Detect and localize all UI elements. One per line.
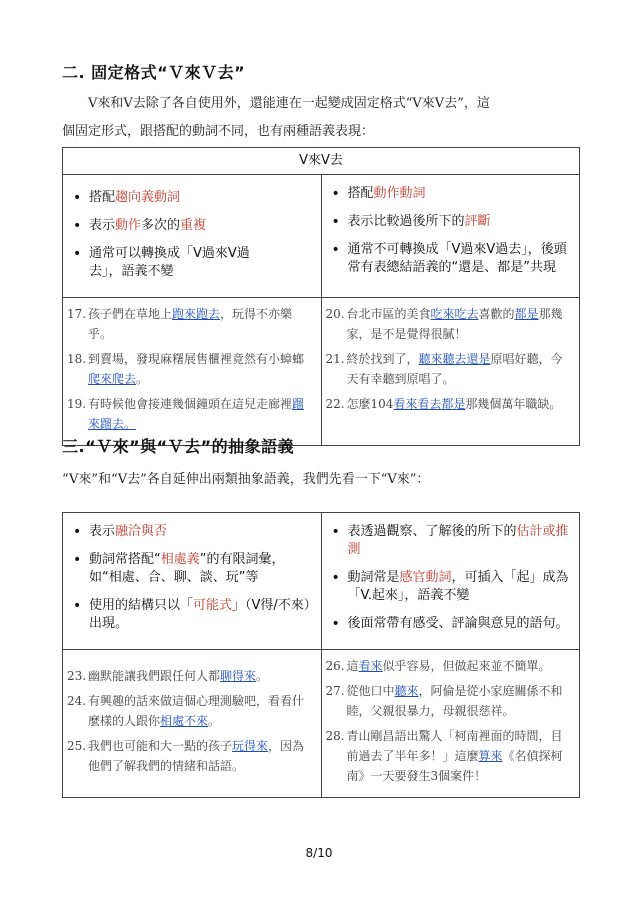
example-link[interactable]: 都是 (514, 307, 539, 321)
right-bullets-cell (321, 175, 580, 298)
paragraph-line: V來和V去除了各自使用外，還能連在一起變成固定格式“V來V去”，這 (88, 96, 490, 111)
example-link[interactable]: 相處不來 (160, 714, 209, 728)
left-bullets-cell (63, 175, 322, 298)
example-item: 26. 這看來似乎容易，但做起來並不簡單。 (325, 659, 551, 673)
example-link[interactable]: 算來 (478, 749, 503, 763)
bullet-item: • 後面常帶有感受、評論與意見的語句。 (330, 615, 570, 633)
example-item: 27. 從他口中聽來，阿倫是從小家庭關係不和睦，父親很暴力，母親很慈祥。 (325, 684, 563, 718)
example-item: 24. 有興趣的話來做這個心理測驗吧，看看什麼樣的人跟你相處不來。 (67, 694, 305, 728)
section-3-title: 三.“Ｖ來”與“Ｖ去”的抽象語義 (62, 437, 295, 456)
example-item: 19. 有時候他會接連幾個鐘頭在這兒走廊裡蹓來蹓去。 (67, 397, 305, 431)
bullet-item: • 表示比較過後所下的評斷 (330, 213, 570, 231)
bullet-item: • 搭配動作動詞 (330, 185, 570, 203)
bullet-item: • 使用的結構只以「可能式」（V得/不來）出現。 (71, 597, 311, 633)
example-item: 18. 到賣場，發現麻糬展售櫃裡竟然有小蟑螂爬來爬去。 (67, 352, 305, 386)
example-item: 20. 台北市區的美食吃來吃去喜歡的都是那幾家，是不是覺得很膩！ (325, 307, 563, 341)
example-link[interactable]: 聽來 (394, 684, 419, 698)
bullet-item: • 表示融洽與否 (71, 523, 311, 541)
page-number: 8/10 (305, 846, 333, 860)
bullet-item: • 動詞常是感官動詞，可插入「起」成為「V.起來」，語義不變 (330, 569, 570, 605)
right-examples-cell (321, 650, 580, 798)
section-3-paragraph: “V來”和“V去”各自延伸出兩類抽象語義，我們先看一下“V來”： (62, 472, 430, 487)
bullet-item: • 通常可以轉換成「V過來V過去」，語義不變 (71, 245, 311, 281)
right-bullets-cell (321, 513, 580, 650)
bullet-item: • 動詞常搭配“相處義”的有限詞彙，如“相處、合、聊、談、玩”等 (71, 551, 311, 587)
example-link[interactable]: 看來看去都是 (393, 397, 466, 411)
example-link[interactable]: 吃來吃去 (430, 307, 479, 321)
example-link[interactable]: 蹓來蹓去。 (88, 397, 305, 431)
left-bullets-cell (63, 513, 322, 650)
example-item: 22. 怎麼104看來看去都是那幾個萬年職缺。 (325, 397, 562, 411)
example-link[interactable]: 玩得來 (232, 739, 269, 753)
section-2-paragraph (62, 90, 580, 146)
bullet-item: • 搭配趨向義動詞 (71, 189, 311, 207)
example-link[interactable]: 跑來跑去 (172, 307, 221, 321)
example-link[interactable]: 爬來爬去 (88, 372, 137, 386)
example-link[interactable]: 聽來聽去還是 (418, 352, 491, 366)
example-item: 23. 幽默能讓我們跟任何人都聊得來。 (67, 669, 269, 683)
bullet-item: • 通常不可轉換成「V過來V過去」，後頭常有表總結語義的“還是、都是”共現 (330, 241, 570, 277)
paragraph-line: 個固定形式，跟搭配的動詞不同，也有兩種語義表現： (62, 124, 375, 139)
left-examples-cell (63, 298, 322, 446)
example-link[interactable]: 看來 (358, 659, 383, 673)
example-link[interactable]: 聊得來 (220, 669, 257, 683)
table-header: V來V去 (63, 148, 580, 175)
bullet-item: • 表透過觀察、了解後的所下的估計或推測 (330, 523, 570, 559)
bullet-item: • 表示動作多次的重複 (71, 217, 311, 235)
left-examples-cell (63, 650, 322, 798)
v-lai-v-qu-table (62, 147, 580, 446)
right-examples-cell (321, 298, 580, 446)
example-item: 25. 我們也可能和大一點的孩子玩得來，因為他們了解我們的情緒和話語。 (67, 739, 305, 773)
v-lai-abstract-table (62, 512, 580, 798)
section-2-title: 二. 固定格式“Ｖ來Ｖ去” (62, 63, 246, 82)
example-item: 17. 孩子們在草地上跑來跑去，玩得不亦樂乎。 (67, 307, 293, 341)
example-item: 21. 終於找到了，聽來聽去還是原唱好聽，今天有幸聽到原唱了。 (325, 352, 563, 386)
example-item: 28. 青山剛昌語出驚人「柯南裡面的時間，目前過去了半年多！」這麼算來《名偵探柯南》一天要發生3個案件！ (325, 729, 563, 783)
